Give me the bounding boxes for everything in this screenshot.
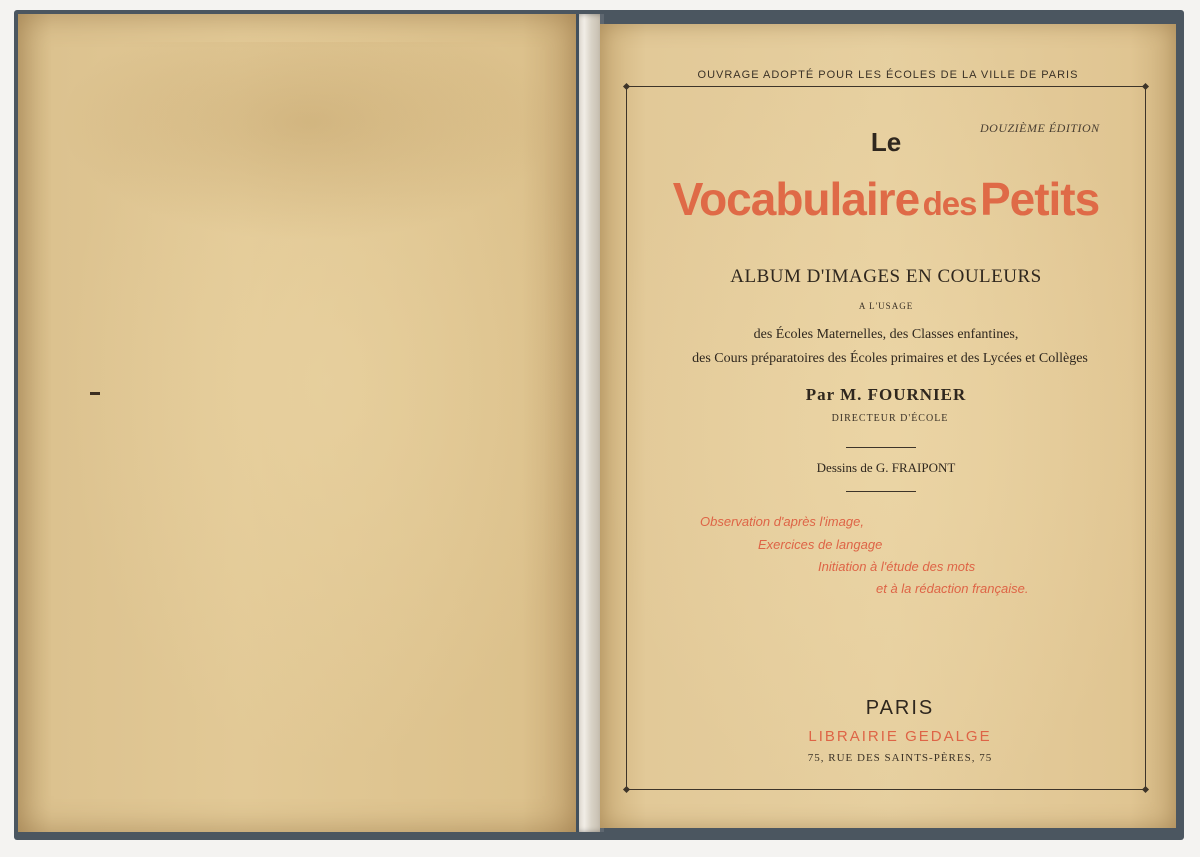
note-line-2: Exercices de langage [758,537,883,552]
frame-corner-ornament [623,786,630,793]
author-name: Par M. FOURNIER [805,385,967,404]
note-line-4: et à la rédaction française. [876,581,1029,596]
publisher-address: 75, RUE DES SAINTS-PÈRES, 75 [807,752,993,764]
title-page [600,24,1176,828]
frame-corner-ornament [1142,786,1149,793]
publisher-name: LIBRAIRIE GEDALGE [808,728,992,745]
divider-rule [846,447,916,448]
usage-label: A L'USAGE [858,301,914,311]
audience-line-2: des Cours préparatoires des Écoles primaires et des Lycées et Collèges [692,351,1088,366]
illustrator-credit: Dessins de G. FRAIPONT [816,460,956,475]
edition-label: DOUZIÈME ÉDITION [980,121,1100,135]
subtitle: ALBUM D'IMAGES EN COULEURS [730,266,1042,287]
note-line-1: Observation d'après l'image, [700,514,864,529]
title-word-petits: Petits [979,173,1100,225]
pencil-mark [90,392,100,395]
note-line-3: Initiation à l'étude des mots [818,559,976,574]
book-title [626,172,1146,226]
header-line: OUVRAGE ADOPTÉ POUR LES ÉCOLES DE LA VILLE DE PARIS [697,69,1079,81]
frame-corner-ornament [623,83,630,90]
left-endpaper [18,14,578,832]
title-word-vocabulaire: Vocabulaire [672,173,920,225]
frame-corner-ornament [1142,83,1149,90]
title-word-des: des [922,185,977,222]
paper-stain [58,42,558,242]
divider-rule [846,491,916,492]
author-role: DIRECTEUR D'ÉCOLE [831,413,949,424]
title-article: Le [870,127,902,157]
audience-line-1: des Écoles Maternelles, des Classes enfantines, [753,327,1019,342]
publication-city: PARIS [865,697,935,719]
